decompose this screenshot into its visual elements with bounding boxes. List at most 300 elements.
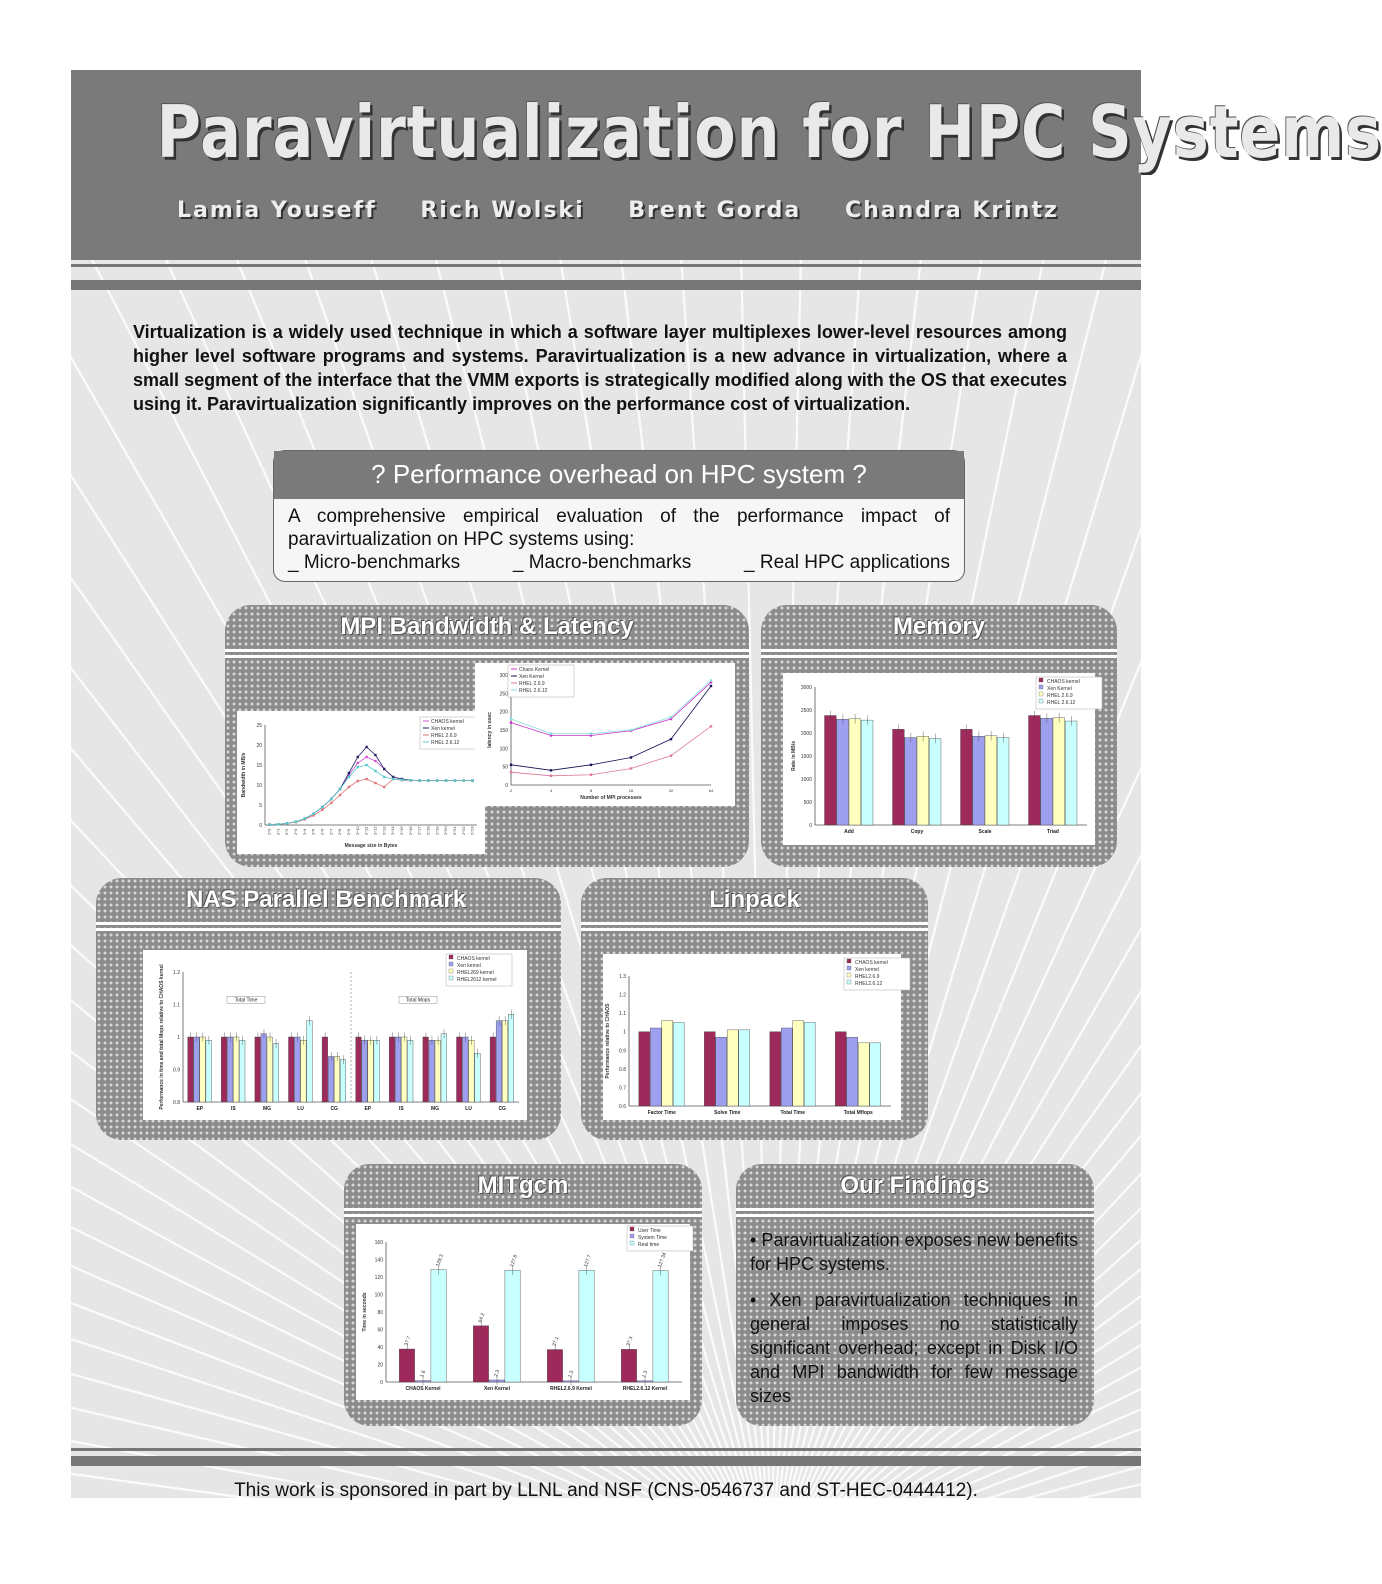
data-label: 128.3 xyxy=(435,1253,445,1268)
data-point xyxy=(348,776,350,778)
x-tick-label: EP xyxy=(364,1106,372,1112)
linpack-panel xyxy=(581,878,928,1140)
poster-title: Paravirtualization for HPC Systems xyxy=(156,90,1382,174)
author-list xyxy=(177,198,1093,223)
data-point xyxy=(383,768,385,770)
data-point xyxy=(550,775,552,777)
x-tick-label: CG xyxy=(498,1106,506,1112)
data-point xyxy=(348,786,350,788)
y-tick-label: 140 xyxy=(374,1257,383,1264)
bar xyxy=(322,1037,328,1102)
legend-label: System Time xyxy=(638,1235,667,1241)
x-tick-label: 2^6 xyxy=(319,828,325,835)
bar xyxy=(200,1037,206,1102)
bar xyxy=(374,1040,380,1102)
data-point xyxy=(401,779,403,781)
data-label: 37.7 xyxy=(403,1335,413,1347)
header-banner xyxy=(71,70,1382,260)
x-tick-label: 2^21 xyxy=(451,826,457,835)
data-point xyxy=(510,721,512,723)
author-name: Chandra Krintz xyxy=(844,198,1059,223)
data-point xyxy=(670,754,672,756)
panel-divider xyxy=(736,1214,1094,1217)
x-tick-label: EP xyxy=(196,1106,204,1112)
data-point xyxy=(436,779,438,781)
legend-swatch xyxy=(630,1227,634,1231)
y-tick-label: 0 xyxy=(809,823,812,829)
y-tick-label: 25 xyxy=(256,723,262,729)
x-tick-label: 64 xyxy=(708,788,714,793)
data-point xyxy=(510,718,512,720)
mpi-panel xyxy=(225,605,749,867)
bar xyxy=(368,1040,374,1102)
y-tick-label: 20 xyxy=(256,743,262,749)
legend-label: RHEL 2.6.12 xyxy=(431,740,460,746)
x-tick-label: 2^8 xyxy=(337,828,343,835)
y-tick-label: 500 xyxy=(803,800,812,806)
legend-label: RHEL2612 kernel xyxy=(457,977,497,983)
x-tick-label: 2^9 xyxy=(345,828,351,835)
bar xyxy=(637,1381,652,1382)
footer-note: This work is sponsored in part by LLNL and NSF (CNS-0546737 and ST-HEC-0444412). xyxy=(234,1480,978,1501)
y-tick-label: 2500 xyxy=(800,708,812,714)
panel-divider xyxy=(344,1214,702,1217)
data-label: 37.1 xyxy=(551,1336,561,1348)
data-label: 64.2 xyxy=(477,1312,487,1324)
data-point xyxy=(330,802,332,804)
data-point xyxy=(321,809,323,811)
y-tick-label: 60 xyxy=(377,1327,383,1334)
legend-label: CHAOS kernel xyxy=(1047,679,1080,685)
overhead-item: _ Real HPC applications xyxy=(744,552,950,573)
legend-label: Real time xyxy=(638,1242,660,1248)
data-point xyxy=(277,823,279,825)
bar xyxy=(227,1037,233,1102)
data-point xyxy=(550,732,552,734)
data-point xyxy=(321,806,323,808)
data-point xyxy=(374,782,376,784)
y-tick-label: 1.3 xyxy=(619,974,626,980)
bar xyxy=(847,1037,858,1106)
mitgcm-chart xyxy=(356,1224,690,1400)
x-tick-label: Triad xyxy=(1047,829,1059,835)
x-tick-label: 2^14 xyxy=(390,826,396,835)
legend-label: RHEL 2.6.9 xyxy=(519,681,545,687)
author-name: Rich Wolski xyxy=(420,198,585,223)
y-tick-label: 0.7 xyxy=(619,1085,626,1092)
bar xyxy=(781,1028,792,1106)
bar xyxy=(340,1060,346,1102)
x-axis-label: Number of MPI processes xyxy=(580,795,642,801)
y-axis-label: latency in usec xyxy=(487,712,493,748)
bar xyxy=(673,1022,684,1106)
legend-swatch xyxy=(1039,692,1043,696)
bar xyxy=(1029,716,1041,825)
bar xyxy=(261,1034,267,1102)
linpack-chart xyxy=(603,954,901,1120)
bar xyxy=(893,729,905,825)
x-tick-label: 32 xyxy=(668,788,674,793)
bar xyxy=(837,719,849,825)
data-point xyxy=(365,746,367,748)
legend-swatch xyxy=(847,959,851,963)
latency-chart xyxy=(475,663,735,806)
y-tick-label: 0 xyxy=(259,823,262,829)
data-point xyxy=(471,779,473,781)
divider xyxy=(71,264,1141,267)
data-label: 127.7 xyxy=(583,1254,593,1268)
x-tick-label: 2^12 xyxy=(372,826,378,835)
y-tick-label: 1.2 xyxy=(173,970,180,976)
bar xyxy=(997,738,1009,825)
data-point xyxy=(418,779,420,781)
bar xyxy=(793,1021,804,1106)
legend-swatch xyxy=(847,966,851,970)
y-tick-label: 0.6 xyxy=(619,1104,626,1110)
data-point xyxy=(710,725,712,727)
y-tick-label: 0.8 xyxy=(619,1066,626,1073)
panel-divider xyxy=(96,922,561,925)
x-tick-label: 2^2 xyxy=(284,828,290,835)
overhead-title: ? Performance overhead on HPC system ? xyxy=(274,451,964,499)
series-line xyxy=(511,686,711,770)
y-tick-label: 160 xyxy=(374,1240,383,1246)
y-tick-label: 100 xyxy=(374,1292,383,1299)
legend-swatch xyxy=(449,969,453,973)
bar xyxy=(473,1326,488,1382)
bar xyxy=(429,1040,435,1102)
y-tick-label: 150 xyxy=(499,728,508,734)
overhead-box xyxy=(273,450,965,582)
data-point xyxy=(365,756,367,758)
panel-divider xyxy=(581,928,928,931)
x-tick-label: 2^10 xyxy=(354,826,360,835)
y-tick-label: 5 xyxy=(259,803,262,809)
bar xyxy=(858,1043,869,1106)
x-tick-label: Xen Kernel xyxy=(483,1386,511,1392)
bar xyxy=(1053,718,1065,825)
x-tick-label: 2^11 xyxy=(363,826,369,835)
bar xyxy=(431,1270,446,1382)
bar xyxy=(334,1057,340,1103)
y-tick-label: 80 xyxy=(377,1310,383,1316)
data-point xyxy=(392,778,394,780)
bar xyxy=(307,1021,313,1102)
bar xyxy=(463,1037,469,1102)
panel-divider xyxy=(761,649,1117,652)
data-point xyxy=(312,813,314,815)
x-tick-label: 2^1 xyxy=(275,828,281,835)
legend-swatch xyxy=(449,955,453,959)
bar xyxy=(469,1040,475,1102)
legend-label: RHEL 2.6.12 xyxy=(1047,700,1076,706)
bar xyxy=(961,729,973,825)
y-tick-label: 200 xyxy=(499,709,508,716)
y-tick-label: 1.1 xyxy=(173,1002,180,1009)
bar xyxy=(917,736,929,825)
y-tick-label: 40 xyxy=(377,1345,383,1351)
bar xyxy=(194,1037,200,1102)
data-point xyxy=(374,760,376,762)
bar xyxy=(639,1032,650,1106)
y-tick-label: 1500 xyxy=(800,754,812,760)
bar xyxy=(301,1040,307,1102)
data-point xyxy=(295,821,297,823)
bar xyxy=(653,1271,668,1382)
bar xyxy=(435,1040,441,1102)
data-point xyxy=(454,779,456,781)
x-tick-label: 2^22 xyxy=(460,826,466,835)
series-line xyxy=(511,726,711,776)
bar xyxy=(289,1037,295,1102)
bar xyxy=(861,720,873,825)
x-tick-label: 16 xyxy=(628,788,634,793)
bar xyxy=(716,1037,727,1106)
bar xyxy=(206,1040,212,1102)
bar xyxy=(704,1032,715,1106)
y-tick-label: 1000 xyxy=(800,777,812,783)
y-tick-label: 0 xyxy=(380,1380,383,1386)
data-point xyxy=(710,685,712,687)
x-tick-label: Copy xyxy=(910,829,924,835)
data-point xyxy=(339,788,341,790)
x-tick-label: Scale xyxy=(978,829,992,835)
panel-divider xyxy=(225,655,749,658)
y-tick-label: 1.2 xyxy=(619,992,626,999)
data-point xyxy=(630,756,632,758)
poster xyxy=(71,70,1382,1501)
y-tick-label: 0.8 xyxy=(173,1100,180,1106)
data-point xyxy=(330,798,332,800)
x-tick-label: 2^16 xyxy=(407,826,413,835)
bar xyxy=(1041,718,1053,825)
y-tick-label: 100 xyxy=(499,746,508,753)
bandwidth-chart xyxy=(237,711,485,854)
bar xyxy=(273,1044,279,1103)
legend-label: RHEL269 kernel xyxy=(457,970,494,976)
divider xyxy=(71,1448,1141,1451)
data-point xyxy=(590,774,592,776)
legend-label: RHEL 2.6.12 xyxy=(519,688,548,694)
x-axis-label: Message size in Bytes xyxy=(344,843,398,849)
x-tick-label: 2^15 xyxy=(398,826,404,835)
x-tick-label: CHAOS Kernel xyxy=(405,1386,441,1392)
panel-divider xyxy=(225,649,749,652)
panel-divider xyxy=(761,655,1117,658)
data-point xyxy=(268,823,270,825)
legend-swatch xyxy=(847,973,851,977)
group-label: Total Mops xyxy=(405,997,431,1004)
bar xyxy=(356,1037,362,1102)
bar xyxy=(502,1021,508,1102)
bar xyxy=(727,1030,738,1106)
y-axis-label: Bandwidth in MB/s xyxy=(241,752,247,798)
legend-swatch xyxy=(630,1234,634,1238)
bar xyxy=(849,719,861,825)
x-tick-label: MG xyxy=(430,1106,440,1112)
overhead-item: _ Macro-benchmarks xyxy=(512,552,692,573)
legend-label: Xen kernel xyxy=(457,963,481,969)
panel-divider xyxy=(344,1208,702,1211)
data-point xyxy=(463,779,465,781)
data-point xyxy=(365,778,367,780)
x-tick-label: Add xyxy=(844,829,854,835)
panel-title: NAS Parallel Benchmark xyxy=(185,886,467,913)
bar xyxy=(505,1270,520,1382)
bar xyxy=(985,736,997,825)
x-tick-label: 2^18 xyxy=(425,826,431,835)
data-point xyxy=(670,716,672,718)
legend-swatch xyxy=(449,962,453,966)
x-tick-label: 2^19 xyxy=(434,826,440,835)
bar xyxy=(835,1032,846,1106)
data-point xyxy=(427,779,429,781)
bar xyxy=(221,1037,227,1102)
intro-paragraph: Virtualization is a widely used technique in which a software layer multiplexes lower-level resources among higher level software programs and systems. Paravirtualization is a new advance in virtualization, where a small segment of the interface that the VMM exports is strategically modified along with the OS that executes using it. Paravirtualization significantly improves on the performance cost of virtualization. xyxy=(133,322,1067,414)
data-point xyxy=(286,822,288,824)
data-point xyxy=(357,756,359,758)
y-tick-label: 0.9 xyxy=(173,1067,180,1074)
bar xyxy=(489,1380,504,1382)
bar xyxy=(496,1021,502,1102)
data-point xyxy=(383,786,385,788)
panel-divider xyxy=(736,1208,1094,1211)
data-label: 1.3 xyxy=(567,1369,576,1379)
panel-title: MPI Bandwidth & Latency xyxy=(340,613,634,640)
finding-item: • Xen paravirtualization techniques in general imposes no statistically significant overhead; except in Disk I/O and MPI bandwidth for few message sizes xyxy=(750,1290,1078,1406)
series-line xyxy=(269,757,472,825)
panel-divider xyxy=(96,928,561,931)
legend-label: RHEL2.6.9 xyxy=(855,974,880,980)
findings-text xyxy=(750,1228,1078,1420)
data-label: 37.3 xyxy=(625,1335,635,1348)
x-tick-label: 2^7 xyxy=(328,828,334,835)
legend-swatch xyxy=(1039,678,1043,682)
data-point xyxy=(304,817,306,819)
panel-title: MITgcm xyxy=(477,1172,569,1199)
series-line xyxy=(269,765,472,825)
x-tick-label: 2^4 xyxy=(301,828,307,835)
legend-label: RHEL 2.6.9 xyxy=(431,733,457,739)
bar xyxy=(804,1022,815,1106)
bar xyxy=(395,1037,401,1102)
findings-panel xyxy=(736,1164,1094,1426)
data-point xyxy=(590,732,592,734)
nas-panel xyxy=(96,878,561,1140)
x-tick-label: 2 xyxy=(509,788,513,793)
legend-label: RHEL 2.6.9 xyxy=(1047,693,1073,699)
legend-swatch xyxy=(847,980,851,984)
bar xyxy=(407,1040,413,1102)
bar xyxy=(233,1037,239,1102)
x-tick-label: 2^20 xyxy=(443,826,449,835)
divider xyxy=(71,1456,1141,1466)
bar xyxy=(415,1381,430,1382)
mitgcm-panel xyxy=(344,1164,702,1426)
data-point xyxy=(410,779,412,781)
legend-label: Xen kernel xyxy=(431,726,455,732)
bar xyxy=(399,1349,414,1382)
bar xyxy=(328,1057,334,1103)
data-point xyxy=(550,769,552,771)
y-tick-label: 15 xyxy=(256,763,262,769)
bar xyxy=(563,1381,578,1382)
data-point xyxy=(590,764,592,766)
data-point xyxy=(510,771,512,773)
bar xyxy=(547,1350,562,1382)
y-axis-label: Performance relative to CHAOS xyxy=(605,1003,611,1079)
data-point xyxy=(365,764,367,766)
panel-title: Memory xyxy=(892,613,986,640)
y-tick-label: 300 xyxy=(499,673,508,679)
bar xyxy=(401,1037,407,1102)
bar xyxy=(295,1037,301,1102)
legend-label: RHEL2.6.12 xyxy=(855,981,883,987)
x-tick-label: MG xyxy=(262,1106,272,1112)
legend-swatch xyxy=(449,976,453,980)
legend-swatch xyxy=(630,1241,634,1245)
legend-label: CHAOS kernel xyxy=(431,719,464,725)
x-tick-label: CG xyxy=(330,1106,338,1112)
y-tick-label: 3000 xyxy=(800,685,812,691)
bar xyxy=(929,739,941,825)
panel-title: Our Findings xyxy=(840,1172,990,1199)
legend-label: CHAOS kernel xyxy=(457,956,490,962)
bar xyxy=(423,1037,429,1102)
y-axis-label: Performance in time and total Mops relative to CHAOS kernel xyxy=(159,964,165,1110)
data-point xyxy=(374,770,376,772)
y-axis-label: Rate in MB/s xyxy=(791,740,797,772)
legend-label: Xen Kernel xyxy=(1047,686,1072,692)
data-point xyxy=(357,780,359,782)
x-tick-label: 8 xyxy=(589,788,593,793)
bar xyxy=(239,1040,245,1102)
data-point xyxy=(630,767,632,769)
data-point xyxy=(357,762,359,764)
bar xyxy=(1065,721,1077,825)
bar xyxy=(825,716,837,825)
memory-panel xyxy=(761,605,1117,867)
x-tick-label: 2^17 xyxy=(416,826,422,835)
x-tick-label: LU xyxy=(465,1106,472,1112)
y-tick-label: 1 xyxy=(623,1029,626,1036)
bar xyxy=(508,1014,514,1102)
author-name: Brent Gorda xyxy=(628,198,802,223)
legend-label: Xen kernel xyxy=(855,967,879,973)
y-axis-label: Time in seconds xyxy=(362,1292,368,1332)
y-tick-label: 20 xyxy=(377,1362,383,1369)
y-tick-label: 250 xyxy=(499,691,508,698)
x-tick-label: Total Mflops xyxy=(843,1110,873,1116)
x-tick-label: Factor Time xyxy=(647,1110,676,1116)
legend-label: Xen Kernel xyxy=(519,674,544,680)
y-tick-label: 120 xyxy=(374,1275,383,1281)
overhead-text: A comprehensive empirical evaluation of the performance impact of paravirtualization on HPC systems using: xyxy=(288,506,950,550)
bar xyxy=(905,738,917,825)
overhead-item: _ Micro-benchmarks xyxy=(288,552,461,573)
bar xyxy=(870,1043,881,1106)
bar xyxy=(490,1037,496,1102)
x-tick-label: LU xyxy=(297,1106,304,1112)
legend-swatch xyxy=(1039,699,1043,703)
overhead-items xyxy=(274,551,964,574)
x-tick-label: Solve Time xyxy=(714,1110,741,1116)
data-point xyxy=(670,738,672,740)
y-tick-label: 1 xyxy=(177,1035,180,1041)
x-tick-label: Total Time xyxy=(780,1110,806,1116)
bar xyxy=(389,1037,395,1102)
x-tick-label: IS xyxy=(399,1106,404,1112)
